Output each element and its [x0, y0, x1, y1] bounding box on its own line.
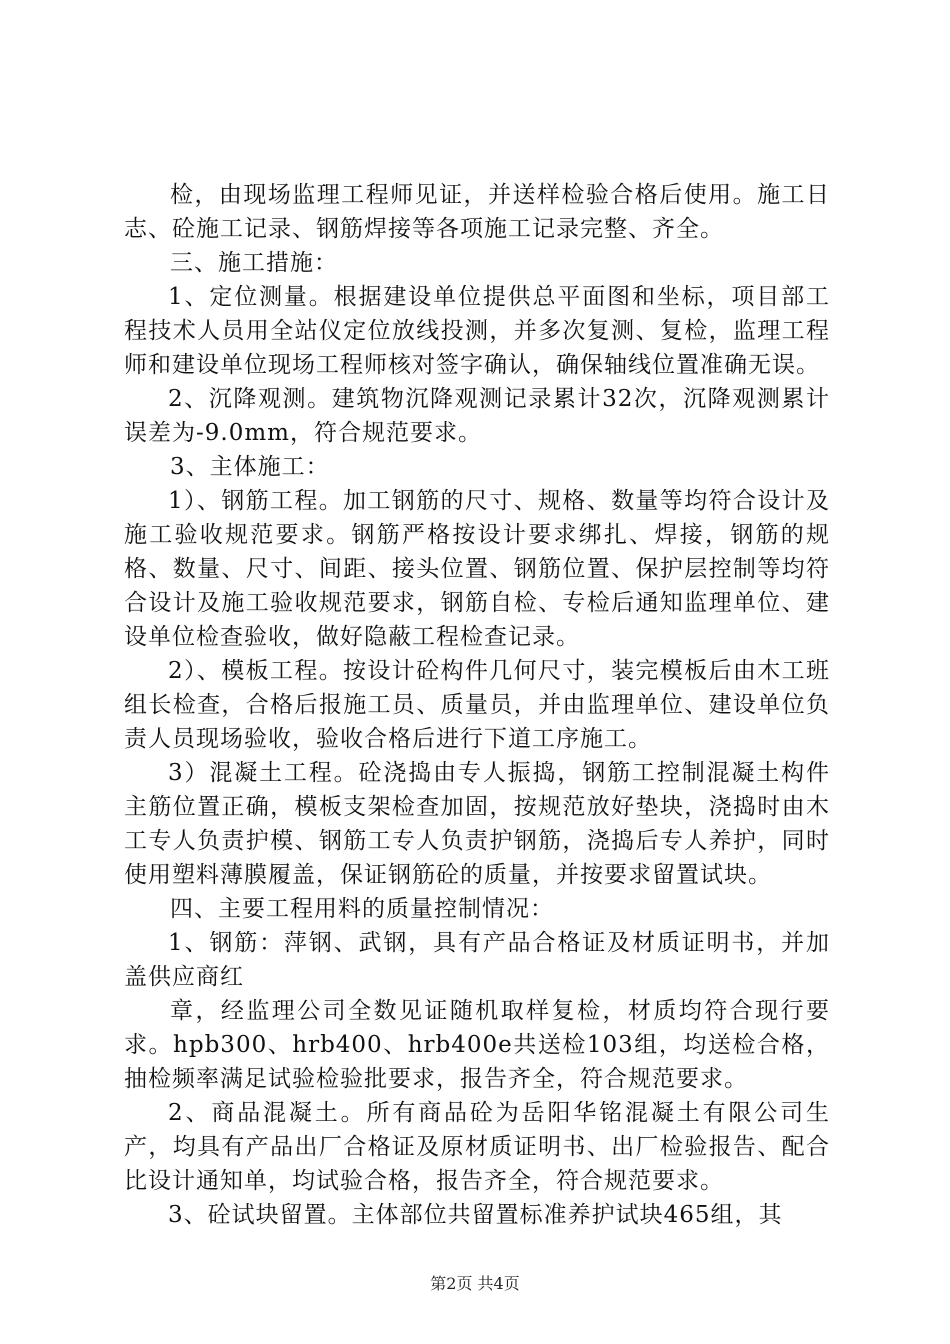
paragraph: 2、沉降观测。建筑物沉降观测记录累计32次，沉降观测累计误差为-9.0mm，符合规范要求。: [124, 386, 830, 446]
paragraph: 2、商品混凝土。所有商品砼为岳阳华铭混凝土有限公司生产，均具有产品出厂合格证及原材质证明书、出厂检验报告、配合比设计通知单，均试验合格，报告齐全，符合规范要求。: [124, 1100, 830, 1194]
paragraph: 3、砼试块留置。主体部位共留置标准养护试块465组，其: [168, 1202, 783, 1228]
section-heading: 3、主体施工：: [170, 454, 330, 480]
section-heading: 三、施工措施：: [170, 250, 338, 276]
paragraph: 检，由现场监理工程师见证，并送样检验合格后使用。施工日志、砼施工记录、钢筋焊接等各项施工记录完整、齐全。: [124, 182, 830, 242]
page-footer: 第2页 共4页: [430, 1274, 520, 1293]
paragraph: 1）、钢筋工程。加工钢筋的尺寸、规格、数量等均符合设计及施工验收规范要求。钢筋严格按设计要求绑扎、焊接，钢筋的规格、数量、尺寸、间距、接头位置、钢筋位置、保护层控制等均符合设计及施工验收规范要求，钢筋自检、专检后通知监理单位、建设单位检查验收，做好隐蔽工程检查记录。: [124, 488, 830, 650]
document-body: [124, 178, 830, 1232]
section-heading: 四、主要工程用料的质量控制情况：: [170, 896, 554, 922]
paragraph: 1、定位测量。根据建设单位提供总平面图和坐标，项目部工程技术人员用全站仪定位放线投测，并多次复测、复检，监理工程师和建设单位现场工程师核对签字确认，确保轴线位置准确无误。: [124, 284, 830, 378]
paragraph: 章，经监理公司全数见证随机取样复检，材质均符合现行要求。hpb300、hrb400、hrb400e共送检103组，均送检合格，抽检频率满足试验检验批要求，报告齐全，符合规范要求。: [124, 998, 830, 1092]
paragraph: 3）混凝土工程。砼浇捣由专人振捣，钢筋工控制混凝土构件主筋位置正确，模板支架检查加固，按规范放好垫块，浇捣时由木工专人负责护模、钢筋工专人负责护钢筋，浇捣后专人养护，同时使用塑料薄膜履盖，保证钢筋砼的质量，并按要求留置试块。: [124, 760, 830, 888]
paragraph: 2）、模板工程。按设计砼构件几何尺寸，装完模板后由木工班组长检查，合格后报施工员、质量员，并由监理单位、建设单位负责人员现场验收，验收合格后进行下道工序施工。: [124, 658, 830, 752]
paragraph: 1、钢筋：萍钢、武钢，具有产品合格证及材质证明书，并加盖供应商红: [124, 930, 830, 990]
